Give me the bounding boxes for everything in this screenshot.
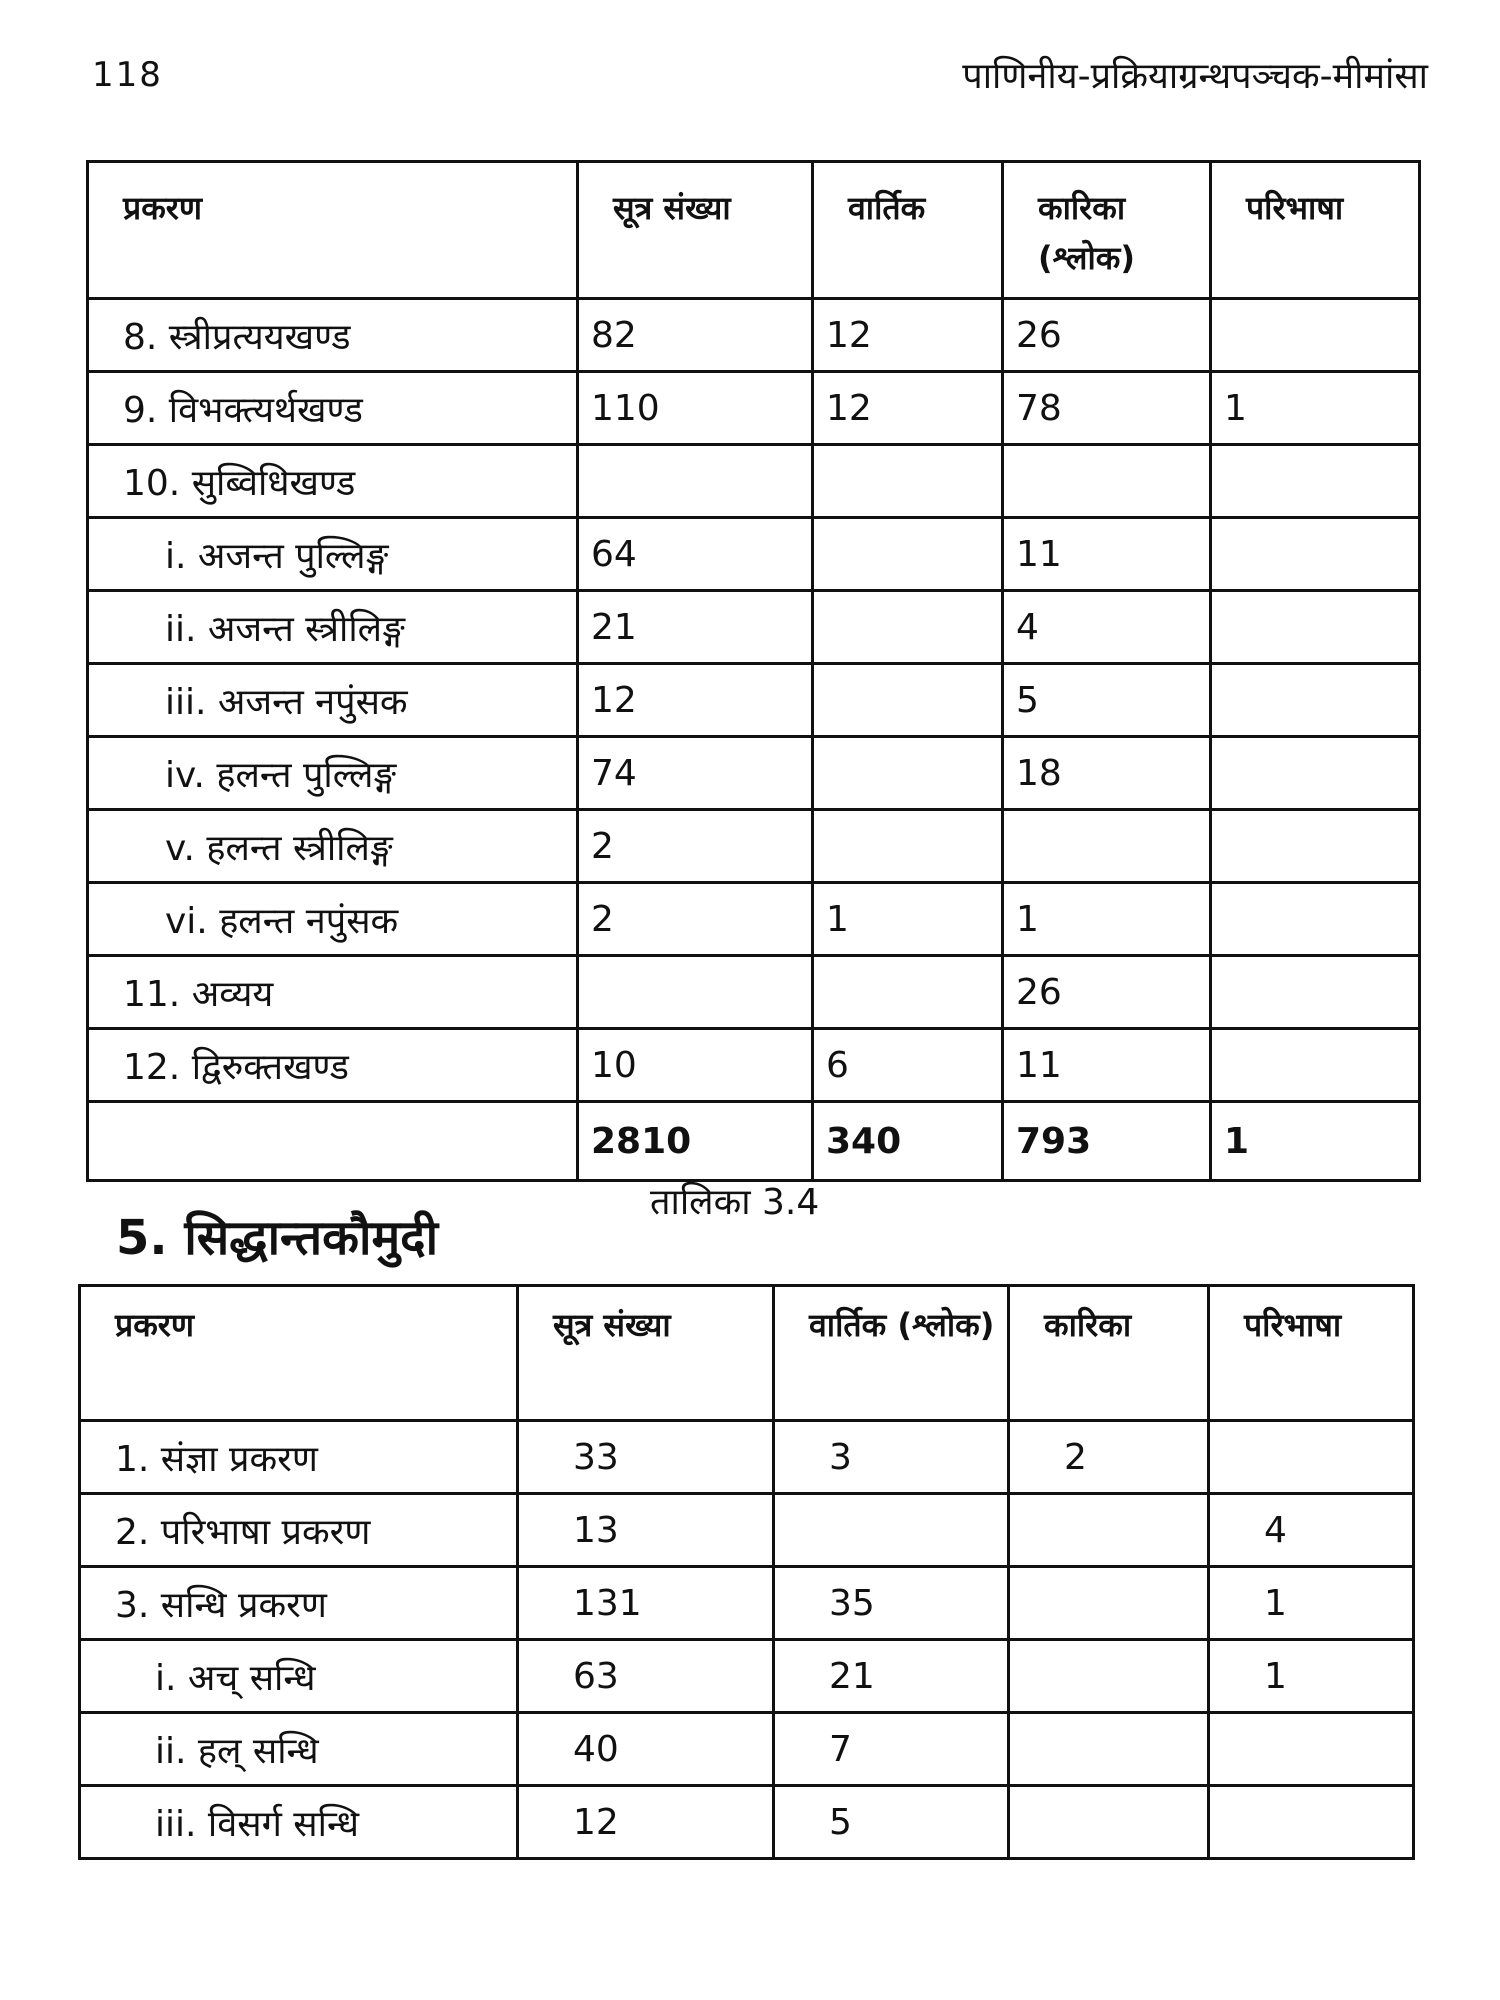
cell-karika [1003,810,1211,883]
totals-row [88,1102,1420,1181]
cell-paribhasha [1211,664,1420,737]
column-header: वार्तिक (श्लोक) [774,1286,1009,1421]
table-row [88,445,1420,518]
table-body [88,299,1420,1181]
table-row [80,1713,1414,1786]
total-label [88,1102,578,1181]
row-label: 11. अव्यय [88,956,578,1029]
cell-vartika: 5 [774,1786,1009,1859]
cell-vartika [813,737,1003,810]
cell-karika [1003,445,1211,518]
cell-paribhasha [1211,810,1420,883]
cell-vartika: 3 [774,1421,1009,1494]
total-karika: 793 [1003,1102,1211,1181]
cell-vartika [813,664,1003,737]
cell-karika: 11 [1003,518,1211,591]
table-row [88,664,1420,737]
cell-vartika [813,591,1003,664]
cell-sutra: 12 [578,664,813,737]
cell-karika: 18 [1003,737,1211,810]
cell-sutra: 40 [518,1713,774,1786]
cell-sutra [578,445,813,518]
cell-karika [1009,1494,1209,1567]
table-row [88,883,1420,956]
cell-karika [1009,1567,1209,1640]
row-label: 8. स्त्रीप्रत्ययखण्ड [88,299,578,372]
column-header: कारिका (श्लोक) [1003,162,1211,299]
column-header: परिभाषा [1211,162,1420,299]
table-row [80,1421,1414,1494]
table-row [80,1786,1414,1859]
section-heading: 5. सिद्धान्तकौमुदी [116,1210,439,1266]
row-label: i. अजन्त पुल्लिङ्ग [88,518,578,591]
cell-karika: 26 [1003,956,1211,1029]
table-row [88,956,1420,1029]
total-sutra: 2810 [578,1102,813,1181]
table-row [88,737,1420,810]
cell-sutra: 63 [518,1640,774,1713]
cell-sutra: 2 [578,883,813,956]
cell-paribhasha [1211,956,1420,1029]
row-label: 2. परिभाषा प्रकरण [80,1494,518,1567]
cell-paribhasha [1211,737,1420,810]
table-row [88,372,1420,445]
table-row [80,1640,1414,1713]
cell-karika: 2 [1009,1421,1209,1494]
column-header: प्रकरण [80,1286,518,1421]
column-header: वार्तिक [813,162,1003,299]
table-row [80,1494,1414,1567]
cell-paribhasha [1211,591,1420,664]
cell-vartika [774,1494,1009,1567]
row-label: i. अच् सन्धि [80,1640,518,1713]
cell-sutra: 64 [578,518,813,591]
cell-paribhasha [1209,1421,1414,1494]
cell-karika: 5 [1003,664,1211,737]
table-row [88,591,1420,664]
total-vartika: 340 [813,1102,1003,1181]
cell-vartika: 12 [813,299,1003,372]
table-prakarana-1 [86,160,1421,1182]
cell-paribhasha: 1 [1211,372,1420,445]
column-header: कारिका [1009,1286,1209,1421]
table-row [88,810,1420,883]
table-row [88,299,1420,372]
cell-sutra: 10 [578,1029,813,1102]
cell-sutra: 21 [578,591,813,664]
cell-sutra [578,956,813,1029]
cell-karika: 1 [1003,883,1211,956]
row-label: ii. अजन्त स्त्रीलिङ्ग [88,591,578,664]
row-label: vi. हलन्त नपुंसक [88,883,578,956]
page-number: 118 [92,55,163,95]
table-row [88,1029,1420,1102]
row-label: 9. विभक्त्यर्थखण्ड [88,372,578,445]
cell-vartika [813,956,1003,1029]
cell-paribhasha [1211,1029,1420,1102]
cell-karika: 11 [1003,1029,1211,1102]
cell-paribhasha [1211,518,1420,591]
cell-vartika: 12 [813,372,1003,445]
cell-paribhasha [1211,883,1420,956]
table-row [80,1567,1414,1640]
table-body [80,1421,1414,1859]
cell-karika: 78 [1003,372,1211,445]
cell-vartika [813,518,1003,591]
row-label: iii. विसर्ग सन्धि [80,1786,518,1859]
column-header: परिभाषा [1209,1286,1414,1421]
cell-karika [1009,1713,1209,1786]
cell-vartika: 7 [774,1713,1009,1786]
cell-paribhasha [1209,1713,1414,1786]
cell-paribhasha [1209,1786,1414,1859]
cell-paribhasha: 1 [1209,1567,1414,1640]
row-label: v. हलन्त स्त्रीलिङ्ग [88,810,578,883]
row-label: iii. अजन्त नपुंसक [88,664,578,737]
table-prakarana-2 [78,1284,1415,1860]
cell-sutra: 33 [518,1421,774,1494]
cell-sutra: 82 [578,299,813,372]
cell-karika: 4 [1003,591,1211,664]
row-label: ii. हल् सन्धि [80,1713,518,1786]
cell-vartika [813,445,1003,518]
table-caption: तालिका 3.4 [650,1182,820,1223]
row-label: 12. द्विरुक्तखण्ड [88,1029,578,1102]
cell-paribhasha [1211,445,1420,518]
running-title: पाणिनीय-प्रक्रियाग्रन्थपञ्चक-मीमांसा [962,56,1428,97]
cell-vartika [813,810,1003,883]
cell-sutra: 74 [578,737,813,810]
column-header: प्रकरण [88,162,578,299]
row-label: iv. हलन्त पुल्लिङ्ग [88,737,578,810]
cell-paribhasha: 4 [1209,1494,1414,1567]
row-label: 10. सुब्विधिखण्ड [88,445,578,518]
table-header-row [88,162,1420,299]
cell-karika: 26 [1003,299,1211,372]
table-header-row [80,1286,1414,1421]
cell-sutra: 131 [518,1567,774,1640]
row-label: 3. सन्धि प्रकरण [80,1567,518,1640]
table-row [88,518,1420,591]
column-header: सूत्र संख्या [578,162,813,299]
cell-sutra: 110 [578,372,813,445]
cell-karika [1009,1786,1209,1859]
cell-sutra: 13 [518,1494,774,1567]
cell-vartika: 6 [813,1029,1003,1102]
column-header: सूत्र संख्या [518,1286,774,1421]
cell-paribhasha: 1 [1209,1640,1414,1713]
cell-vartika: 21 [774,1640,1009,1713]
cell-paribhasha [1211,299,1420,372]
cell-sutra: 12 [518,1786,774,1859]
cell-karika [1009,1640,1209,1713]
cell-sutra: 2 [578,810,813,883]
total-paribhasha: 1 [1211,1102,1420,1181]
cell-vartika: 35 [774,1567,1009,1640]
row-label: 1. संज्ञा प्रकरण [80,1421,518,1494]
cell-vartika: 1 [813,883,1003,956]
